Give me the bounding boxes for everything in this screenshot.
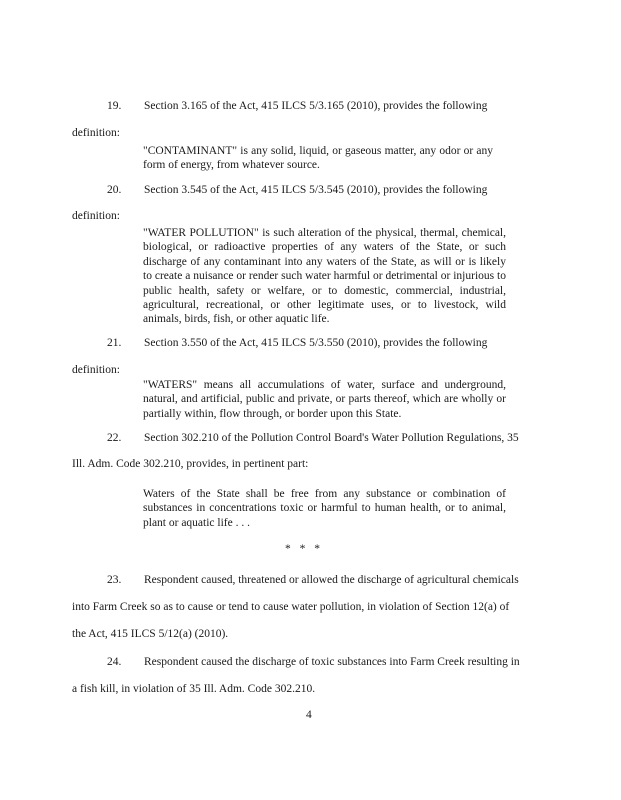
paragraph-23-line-3: the Act, 415 ILCS 5/12(a) (2010).	[72, 628, 229, 640]
paragraph-number-20: 20.	[107, 184, 122, 196]
quote-waters-of-state: Waters of the State shall be free from any substance or combination of substances in concentrations toxic or harmful to human health, or to animal, plant or aquatic life . . .	[143, 488, 506, 529]
paragraph-24-line-2: a fish kill, in violation of 35 Ill. Adm. Code 302.210.	[72, 683, 316, 695]
paragraph-20-text: Section 3.545 of the Act, 415 ILCS 5/3.545 (2010), provides the following	[144, 184, 488, 196]
ellipsis-separator: * * *	[285, 543, 323, 555]
paragraph-number-21: 21.	[107, 337, 122, 349]
paragraph-23-line-2: into Farm Creek so as to cause or tend to cause water pollution, in violation of Section 12(a) of	[72, 601, 510, 613]
paragraph-number-19: 19.	[107, 100, 122, 112]
paragraph-22-continuation: Ill. Adm. Code 302.210, provides, in pertinent part:	[72, 458, 309, 470]
paragraph-21-text: Section 3.550 of the Act, 415 ILCS 5/3.550 (2010), provides the following	[144, 337, 488, 349]
page-number: 4	[306, 709, 312, 721]
paragraph-24-line-1: Respondent caused the discharge of toxic substances into Farm Creek resulting in	[144, 656, 520, 668]
paragraph-number-24: 24.	[107, 656, 122, 668]
quote-contaminant: "CONTAMINANT" is any solid, liquid, or gaseous matter, any odor or any form of energy, from whatever source.	[143, 145, 493, 172]
quote-water-pollution: "WATER POLLUTION" is such alteration of the physical, thermal, chemical, biological, or radioactive properties of any waters of the State, or such discharge of any contaminant into any waters of the State, as will or is likely to create a nuisance or render such water harmful or detrimental or injurious to public health, safety or welfare, or to domestic, commercial, industrial, agricultural, recreational, or other legitimate uses, or to livestock, wild animals, birds, fish, or other aquatic life.	[143, 227, 506, 326]
quote-waters: "WATERS" means all accumulations of water, surface and underground, natural, and artificial, public and private, or parts thereof, which are wholly or partially within, flow through, or border upon this State.	[143, 379, 506, 420]
paragraph-21-continuation: definition:	[72, 364, 120, 376]
paragraph-number-22: 22.	[107, 432, 122, 444]
paragraph-19-continuation: definition:	[72, 127, 120, 139]
paragraph-20-continuation: definition:	[72, 210, 120, 222]
paragraph-22-text: Section 302.210 of the Pollution Control Board's Water Pollution Regulations, 35	[144, 432, 519, 444]
paragraph-19-text: Section 3.165 of the Act, 415 ILCS 5/3.165 (2010), provides the following	[144, 100, 488, 112]
paragraph-number-23: 23.	[107, 574, 122, 586]
paragraph-23-line-1: Respondent caused, threatened or allowed the discharge of agricultural chemicals	[144, 574, 519, 586]
